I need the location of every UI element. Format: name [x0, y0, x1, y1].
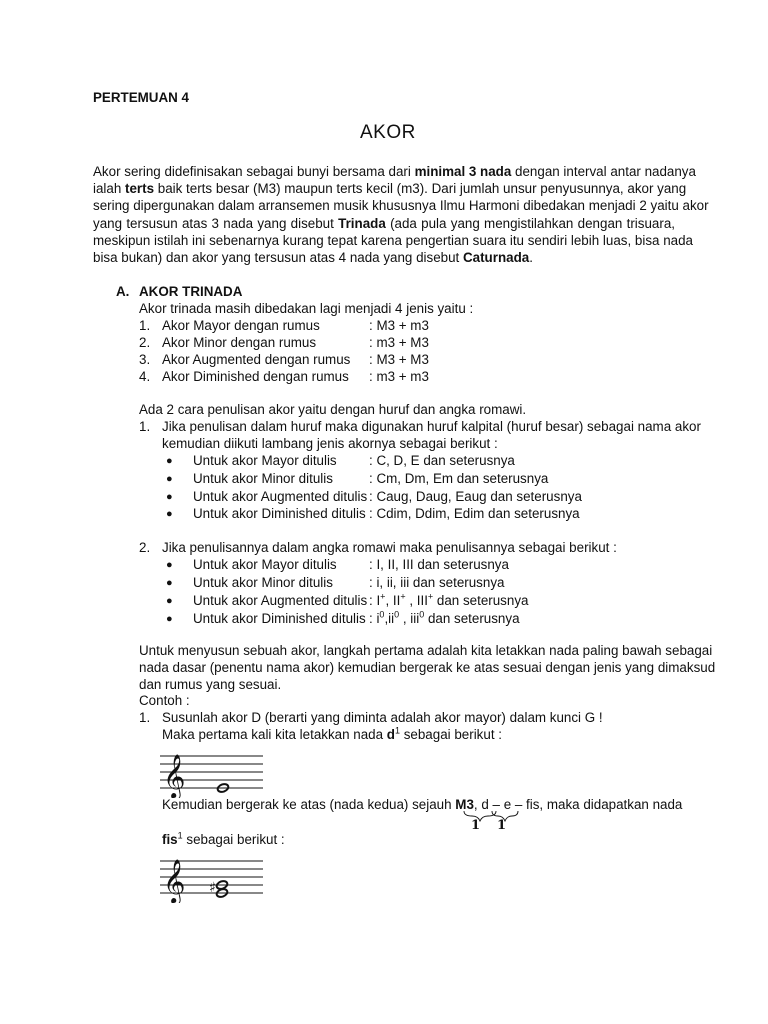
step-label-2: 1	[497, 818, 507, 833]
example1-line4	[162, 832, 285, 847]
superscript-plus: +	[380, 591, 386, 602]
example1-line4-tail: sebagai berikut :	[182, 832, 285, 847]
example1-line2-tail: sebagai berikut :	[400, 727, 502, 742]
way1-item-label: Untuk akor Minor ditulis	[193, 470, 333, 486]
way1-number: 1.	[139, 419, 151, 434]
way1-line1: Jika penulisan dalam huruf maka digunakan huruf kalpital (huruf besar) sebagai nama akor	[162, 419, 701, 434]
bullet-icon: ●	[166, 508, 173, 521]
step-label-1: 1	[471, 818, 481, 833]
note-fis-superscript: 1	[177, 830, 183, 841]
intro-paragraph	[93, 163, 709, 266]
example1-line2	[162, 727, 502, 742]
example1-line3-comma: ,	[473, 797, 482, 812]
intro-line: ialah terts baik terts besar (M3) maupun terts kecil (m3). Dari jumlah unsur penyusunnya, akor yang	[93, 181, 687, 197]
note-sequence: d – e – fis	[481, 797, 540, 812]
type-label: Akor Mayor dengan rumus	[162, 318, 320, 333]
meeting-label: PERTEMUAN 4	[93, 90, 189, 105]
way2-line1: Jika penulisannya dalam angka romawi maka penulisannya sebagai berikut :	[162, 540, 617, 555]
superscript-plus: +	[400, 591, 406, 602]
type-formula: : M3 + M3	[369, 352, 429, 367]
type-label: Akor Diminished dengan rumus	[162, 369, 349, 384]
section-lead: Akor trinada masih dibedakan lagi menjadi 4 jenis yaitu :	[139, 301, 474, 316]
type-label: Akor Minor dengan rumus	[162, 335, 317, 350]
compose-line1: Untuk menyusun sebuah akor, langkah pertama adalah kita letakkan nada paling bawah sebagai	[139, 643, 713, 658]
way1-item-label: Untuk akor Mayor ditulis	[193, 453, 337, 468]
page-title: AKOR	[360, 122, 416, 143]
intro-bold-term: Caturnada	[462, 250, 530, 266]
type-formula: : m3 + M3	[369, 335, 429, 350]
staff-note-d1	[160, 748, 264, 798]
intro-line: sering dipergunakan dalam arransemen musik khususnya Ilmu Harmoni dibedakan menjadi 2 yaitu akor	[93, 198, 709, 214]
example1-line3-tail: , maka didapatkan nada	[539, 797, 683, 812]
superscript-plus: +	[427, 591, 434, 602]
superscript-zero: 0	[394, 609, 400, 620]
example1-line1: Susunlah akor D (berarti yang diminta adalah akor mayor) dalam kunci G !	[162, 710, 603, 725]
way2-item-value: : $i^0,ii^0$ , iii$^0$ dan seterusnya	[369, 609, 520, 626]
note-fis-bold: fis	[162, 832, 178, 847]
bullet-icon: ●	[166, 472, 173, 485]
example1-line2-text: Maka pertama kali kita letakkan nada	[162, 727, 387, 742]
superscript-zero: 0	[419, 609, 425, 620]
intro-line: bisa bukan) dan akor yang tersusun atas 4 nada yang disebut Caturnada.	[93, 250, 533, 266]
way2-item-label: Untuk akor Diminished ditulis	[193, 611, 366, 626]
way1-item-value: : Cm, Dm, Em dan seterusnya	[369, 470, 549, 486]
way1-item-label: Untuk akor Diminished ditulis	[193, 506, 366, 522]
treble-clef-icon: 𝄞	[163, 754, 186, 798]
way2-item-label: Untuk akor Minor ditulis	[193, 575, 333, 590]
way2-item-value: : I, II, III dan seterusnya	[369, 557, 509, 572]
example1-line3	[162, 797, 682, 812]
ways-intro: Ada 2 cara penulisan akor yaitu dengan huruf dan angka romawi.	[139, 402, 527, 417]
sharp-icon: ♯	[209, 880, 216, 896]
way1-item-label: Untuk akor Augmented ditulis	[193, 488, 368, 504]
staff-note-d1-fis1	[160, 853, 264, 903]
way1-line2: kemudian diikuti lambang jenis akornya sebagai berikut :	[162, 436, 498, 451]
intro-line: yang tersusun atas 3 nada yang disebut Trinada (ada pula yang mengistilahkan dengan trisuara,	[93, 215, 676, 231]
type-label: Akor Augmented dengan rumus	[162, 352, 351, 367]
intro-line: Akor sering didefinisakan sebagai bunyi bersama dari minimal 3 nada dengan interval antar nadanya	[93, 164, 696, 179]
note-d-superscript: 1	[394, 725, 400, 736]
example1-number: 1.	[139, 710, 151, 725]
superscript-zero: 0	[379, 609, 385, 620]
intro-bold-term: minimal 3 nada	[414, 164, 512, 179]
contoh-label: Contoh :	[139, 693, 190, 708]
type-number: 2.	[139, 335, 151, 350]
bullet-icon: ●	[166, 577, 173, 589]
example1-line3-text: Kemudian bergerak ke atas (nada kedua) sejauh	[162, 797, 456, 812]
compose-line3: dan rumus yang sesuai.	[139, 677, 282, 692]
compose-line2: nada dasar (penentu nama akor) kemudian bergerak ke atas sesuai dengan jenis yang dimaksud	[139, 660, 716, 675]
type-number: 1.	[139, 318, 151, 333]
bullet-icon: ●	[166, 490, 173, 503]
interval-M3: M3	[455, 797, 474, 812]
type-formula: : m3 + m3	[369, 369, 429, 384]
note-d-bold: d	[386, 727, 395, 742]
section-letter: A.	[116, 284, 130, 299]
way1-item-value: : Cdim, Ddim, Edim dan seterusnya	[369, 506, 580, 522]
bullet-icon: ●	[166, 559, 173, 571]
type-number: 3.	[139, 352, 151, 367]
way2-item-value: : i, ii, iii dan seterusnya	[369, 575, 505, 590]
intro-bold-term: Trinada	[338, 215, 386, 231]
bullet-icon: ●	[166, 595, 173, 607]
way2-item-label: Untuk akor Augmented ditulis	[193, 593, 368, 608]
way2-item-label: Untuk akor Mayor ditulis	[193, 557, 337, 572]
way1-item-value: : C, D, E dan seterusnya	[369, 453, 515, 468]
way2-number: 2.	[139, 540, 151, 555]
type-number: 4.	[139, 369, 151, 384]
section-heading: AKOR TRINADA	[139, 284, 243, 299]
type-formula: : M3 + m3	[369, 318, 429, 333]
bullet-icon: ●	[166, 613, 173, 625]
intro-line: meskipun istilah ini sebenarnya kurang tepat karena pengertian suara itu sendiri lebih luas, bisa nada	[93, 232, 693, 248]
way2-item-value: : I+, II+ , III+ dan seterusnya	[369, 591, 529, 608]
intro-bold-term: terts	[125, 181, 155, 197]
treble-clef-icon: 𝄞	[163, 859, 186, 903]
bullet-icon: ●	[166, 455, 173, 467]
way1-item-value: : Caug, Daug, Eaug dan seterusnya	[369, 488, 582, 504]
